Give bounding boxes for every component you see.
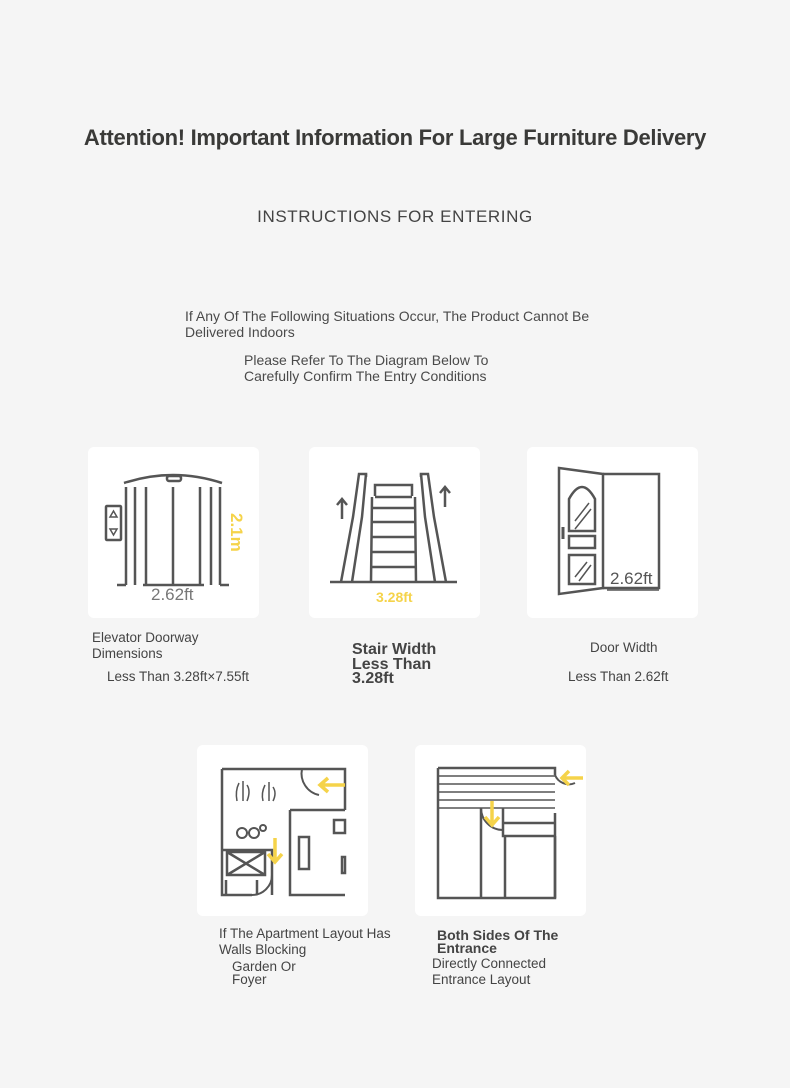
entrance-icon	[415, 745, 586, 916]
notice-line-4: Carefully Confirm The Entry Conditions	[244, 368, 487, 384]
stairs-caption-3: 3.28ft	[352, 670, 394, 687]
door-icon	[527, 447, 698, 618]
layout-card	[197, 745, 368, 916]
notice-line-1: If Any Of The Following Situations Occur, The Product Cannot Be	[185, 308, 590, 324]
door-width-label: 2.62ft	[610, 569, 653, 588]
layout-caption-2: Walls Blocking	[219, 942, 307, 957]
stairs-caption-1: Stair Width	[352, 641, 437, 658]
entrance-caption-2: Entrance	[437, 940, 497, 956]
elevator-width-label: 2.62ft	[151, 585, 194, 604]
notice-line-2: Delivered Indoors	[185, 324, 295, 340]
layout-caption-3: Garden Or	[232, 959, 296, 974]
page-title: Attention! Important Information For Large Furniture Delivery	[83, 125, 707, 150]
floorplan-icon	[197, 745, 368, 916]
elevator-caption-3: Less Than 3.28ft×7.55ft	[107, 669, 249, 684]
door-caption-2: Less Than 2.62ft	[568, 669, 669, 684]
door-card	[527, 447, 698, 618]
entrance-caption-3: Directly Connected	[432, 956, 547, 971]
page-subtitle: INSTRUCTIONS FOR ENTERING	[257, 207, 533, 226]
notice-line-3: Please Refer To The Diagram Below To	[244, 352, 489, 368]
elevator-card	[88, 447, 259, 618]
layout-caption-1: If The Apartment Layout Has	[219, 926, 391, 941]
entrance-caption-4: Entrance Layout	[432, 972, 531, 987]
stairs-width-label: 3.28ft	[376, 589, 413, 605]
layout-caption-4: Foyer	[232, 972, 267, 987]
stairs-caption-2: Less Than	[352, 656, 432, 673]
entrance-card	[415, 745, 586, 916]
entrance-caption-1: Both Sides Of The	[437, 927, 559, 943]
elevator-caption-1: Elevator Doorway	[92, 630, 199, 645]
door-caption-1: Door Width	[590, 640, 658, 655]
elevator-height-label: 2.1m	[227, 513, 246, 552]
elevator-caption-2: Dimensions	[92, 646, 163, 661]
stairs-card	[309, 447, 480, 618]
